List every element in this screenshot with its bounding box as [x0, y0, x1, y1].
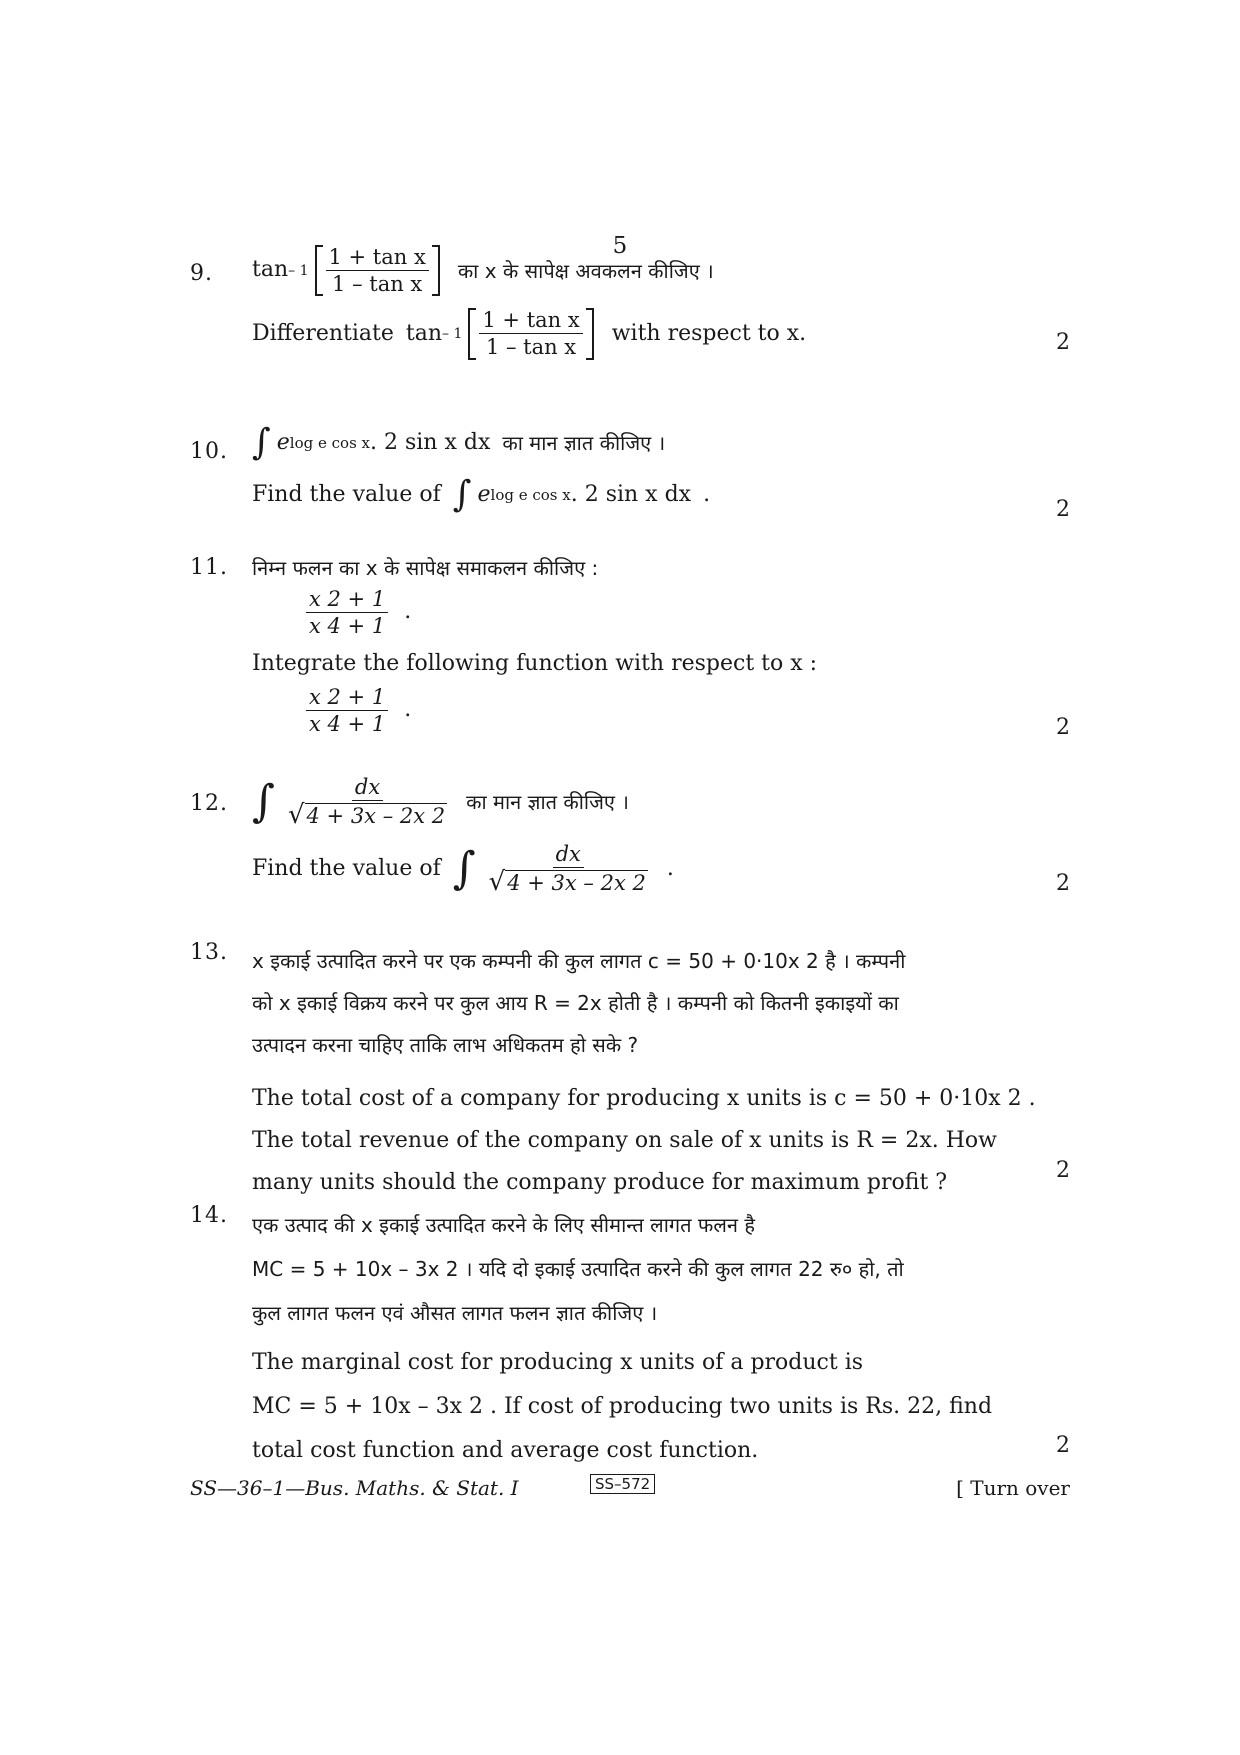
q10-english-line: Find the value of ∫ e log e cos x . 2 sin x dx . — [252, 474, 711, 515]
q14-hindi: एक उत्पाद की x इकाई उत्पादित करने के लिए सीमान्त लागत फलन है MC = 5 + 10x – 3x 2 । यदि दो इकाई उत्पादित करने की कुल लागत 22 रु० हो, तो कुल लागत फलन एवं औसत लागत फलन ज्ञात कीजिए । — [252, 1213, 904, 1325]
q13-hindi: x इकाई उत्पादित करने पर एक कम्पनी की कुल लागत c = 50 + 0·10x 2 है । कम्पनी को x इकाई विक्रय करने पर कुल आय R = 2x होती है । कम्पनी को कितनी इकाइयों का उत्पादन करना चाहिए ताकि लाभ अधिकतम हो सके ? — [252, 949, 906, 1057]
question-number: 13. — [190, 940, 228, 965]
footer-paper-title: SS—36–1—Bus. Maths. & Stat. I — [190, 1476, 519, 1500]
q12-english-line: Find the value of ∫ dx √ 4 + 3x – 2x 2 . — [252, 842, 674, 898]
q12-hindi-line: ∫ dx √ 4 + 3x – 2x 2 का मान ज्ञात कीजिए । — [252, 775, 629, 831]
question-13 — [190, 940, 1070, 1204]
marks: 2 — [1056, 1158, 1070, 1183]
q9-hindi-line: tan – 1 $\frac{\text{1 + tan x}}{\text{1 – tan x}}$ का x के सापेक्ष अवकलन कीजिए । — [252, 245, 714, 297]
marks: 2 — [1056, 1433, 1070, 1458]
footer-code-box: SS–572 — [590, 1474, 655, 1494]
q11-english-fraction: $\frac{x 2 + 1}{x 4 + 1}$ . — [302, 685, 1070, 736]
q14-english: The marginal cost for producing x units of a product is MC = 5 + 10x – 3x 2 . If cost of producing two units is Rs. 22, find total cost function and average cost function. — [252, 1350, 993, 1463]
question-number: 10. — [190, 439, 228, 464]
q11-hindi-fraction: $\frac{x 2 + 1}{x 4 + 1}$ . — [302, 587, 1070, 638]
bracket-expression: $\frac{\text{1 + tan x}}{\text{1 – tan x}}$ — [315, 245, 440, 296]
marks: 2 — [1056, 871, 1070, 896]
q9-english-line: Differentiate tan – 1 $\frac{\text{1 + tan x}}{\text{1 – tan x}}$ with respect to x. — [252, 308, 807, 360]
question-10 — [190, 422, 1070, 522]
page-number: 5 — [612, 233, 628, 259]
question-14 — [190, 1203, 1070, 1473]
marks: 2 — [1056, 715, 1070, 740]
question-9 — [190, 245, 1070, 360]
question-number: 11. — [190, 555, 228, 580]
question-number: 12. — [190, 791, 228, 816]
question-12 — [190, 775, 1070, 896]
q13-english: The total cost of a company for producing x units is c = 50 + 0·10x 2 . The total revenue of the company on sale of x units is R = 2x. How many units should the company produce for maximum profit ? — [252, 1086, 1036, 1195]
q9-hindi-text: का x के सापेक्ष अवकलन कीजिए । — [457, 258, 714, 283]
turn-over-label: [ Turn over — [956, 1476, 1070, 1500]
q10-hindi-line: ∫ e log e cos x . 2 sin x dx का मान ज्ञात कीजिए । — [252, 422, 666, 463]
question-11: 11. निम्न फलन का x के सापेक्ष समाकलन कीजिए : $\frac{x 2 + 1}{x 4 + 1}$ . Integrate the following function with respect to x : $\frac{x 2 + 1}{x 4 + 1}$ . 2 — [190, 555, 1070, 740]
question-number: 14. — [190, 1203, 228, 1228]
marks: 2 — [1056, 497, 1070, 522]
question-number: 9. — [190, 261, 213, 286]
marks: 2 — [1056, 330, 1070, 355]
